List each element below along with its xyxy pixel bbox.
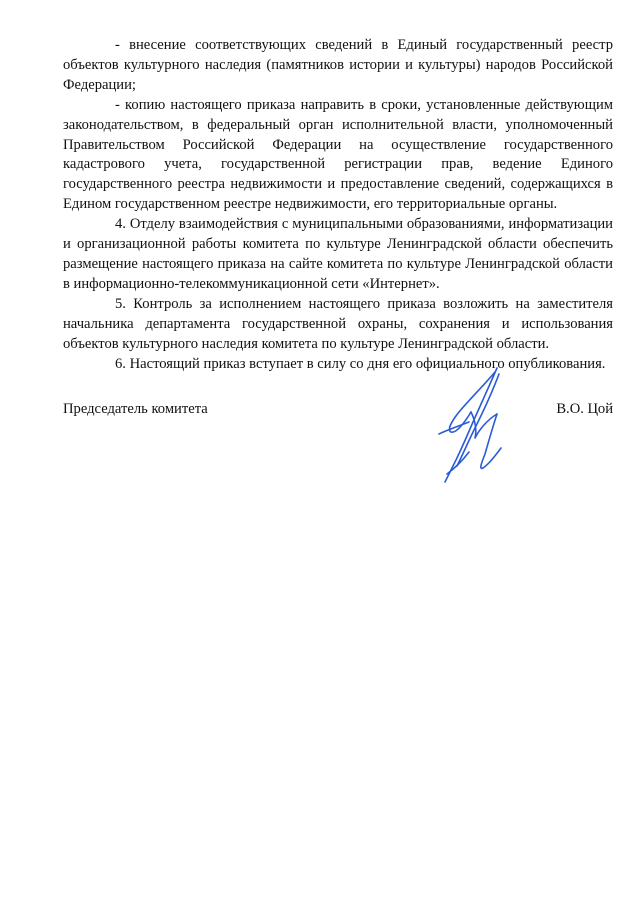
signer-title: Председатель комитета: [63, 401, 208, 417]
signature-block: [63, 399, 613, 423]
paragraph-copy-to-federal-body: - копию настоящего приказа направить в сроки, установленные действующим законодательством, в федеральный орган исполнительной власти, уполномоченный Правительством Российской Федерации на осуществление государственного кадастрового учета, государственной регистрации прав, ведение Единого государственного реестра недвижимости и предоставление сведений, содержащихся в Едином государственном реестре недвижимости, его территориальные органы.: [63, 96, 613, 213]
paragraph-registry-entry: - внесение соответствующих сведений в Единый государственный реестр объектов культурного наследия (памятников истории и культуры) народов Российской Федерации;: [63, 37, 613, 93]
paragraph-item-4: 4. Отделу взаимодействия с муниципальными образованиями, информатизации и организационной работы комитета по культуре Ленинградской области обеспечить размещение настоящего приказа на сайте комитета по культуре Ленинградской области в информационно-телекоммуникационной сети «Интернет».: [63, 216, 613, 292]
paragraph-item-6: 6. Настоящий приказ вступает в силу со дня его официального опубликования.: [115, 355, 606, 372]
signer-name: В.О. Цой: [556, 401, 613, 417]
paragraph-item-5: 5. Контроль за исполнением настоящего приказа возложить на заместителя начальника департамента государственной охраны, сохранения и использования объектов культурного наследия комитета по культуре Ленинградской области.: [63, 295, 613, 352]
document-body: [63, 36, 613, 374]
handwritten-signature: [425, 364, 525, 486]
